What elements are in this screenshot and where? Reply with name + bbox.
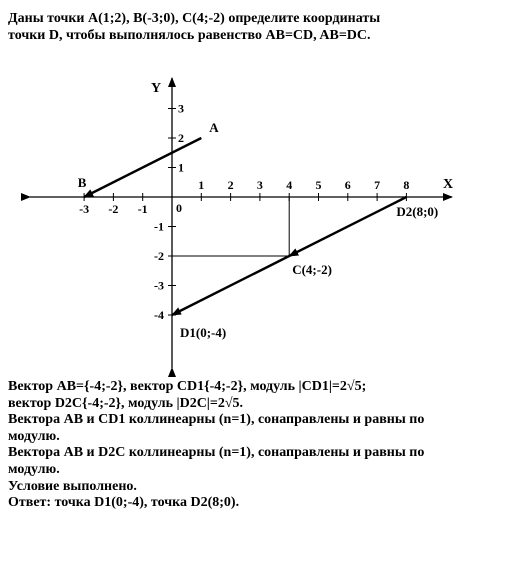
vector-c-d1 <box>172 256 289 315</box>
y-tick-label: 2 <box>178 131 184 145</box>
solution-line: Ответ: точка D1(0;-4), точка D2(8;0). <box>8 495 240 511</box>
y-tick-label: 1 <box>178 160 184 175</box>
solution-text <box>8 379 513 512</box>
x-tick-label: 3 <box>256 178 263 192</box>
problem-line-2: точки D, чтобы выполнялось равенство AB=CD, AB=DC. <box>8 28 371 43</box>
y-tick-label: -3 <box>154 278 164 293</box>
x-tick-label: 4 <box>286 178 293 192</box>
x-tick-label: -3 <box>79 202 90 216</box>
x-tick-label: -2 <box>108 202 119 216</box>
solution-line: Вектора AB и CD1 коллинеарны (n=1), сонаправлены и равны по <box>8 412 425 428</box>
x-tick-label: 6 <box>344 178 351 192</box>
point-label-a: A <box>209 120 219 135</box>
point-label-c: C(4;-2) <box>292 262 332 277</box>
x-tick-label: 1 <box>198 178 205 192</box>
point-labels <box>78 120 439 340</box>
x-axis-label: X <box>443 177 454 192</box>
solution-line: Условие выполнено. <box>8 478 137 494</box>
x-tick-label: 5 <box>315 178 322 192</box>
x-tick-label: -1 <box>137 202 148 216</box>
y-tick-label: 3 <box>178 101 184 116</box>
solution-line: Вектора AB и D2C коллинеарны (n=1), сонаправлены и равны по <box>8 445 425 461</box>
solution-line: модулю. <box>8 461 60 477</box>
y-axis-label: Y <box>151 81 162 96</box>
origin-label: 0 <box>176 201 182 215</box>
solution-line: вектор D2C{-4;-2}, модуль |D2C|=2√5. <box>8 395 244 411</box>
axes <box>30 78 453 368</box>
y-tick-label: -1 <box>154 219 164 234</box>
point-label-b: B <box>77 175 87 190</box>
point-label-d1: D1(0;-4) <box>180 325 227 340</box>
y-tick-label: -4 <box>154 308 164 322</box>
point-label-d2: D2(8;0) <box>396 204 439 219</box>
x-tick-label: 2 <box>227 178 234 192</box>
problem-line-1: Даны точки A(1;2), B(-3;0), C(4;-2) определите координаты <box>8 11 381 26</box>
y-tick-label: -2 <box>154 249 164 263</box>
vector-d2-c <box>289 197 406 256</box>
solution-line: модулю. <box>8 428 60 444</box>
tick-labels <box>79 102 409 323</box>
vectors <box>84 138 406 315</box>
x-tick-label: 7 <box>374 178 381 192</box>
x-tick-label: 8 <box>403 178 410 192</box>
solution-line: Вектор AB={-4;-2}, вектор CD1{-4;-2}, модуль |CD1|=2√5; <box>8 379 367 394</box>
guide-lines <box>172 197 289 256</box>
